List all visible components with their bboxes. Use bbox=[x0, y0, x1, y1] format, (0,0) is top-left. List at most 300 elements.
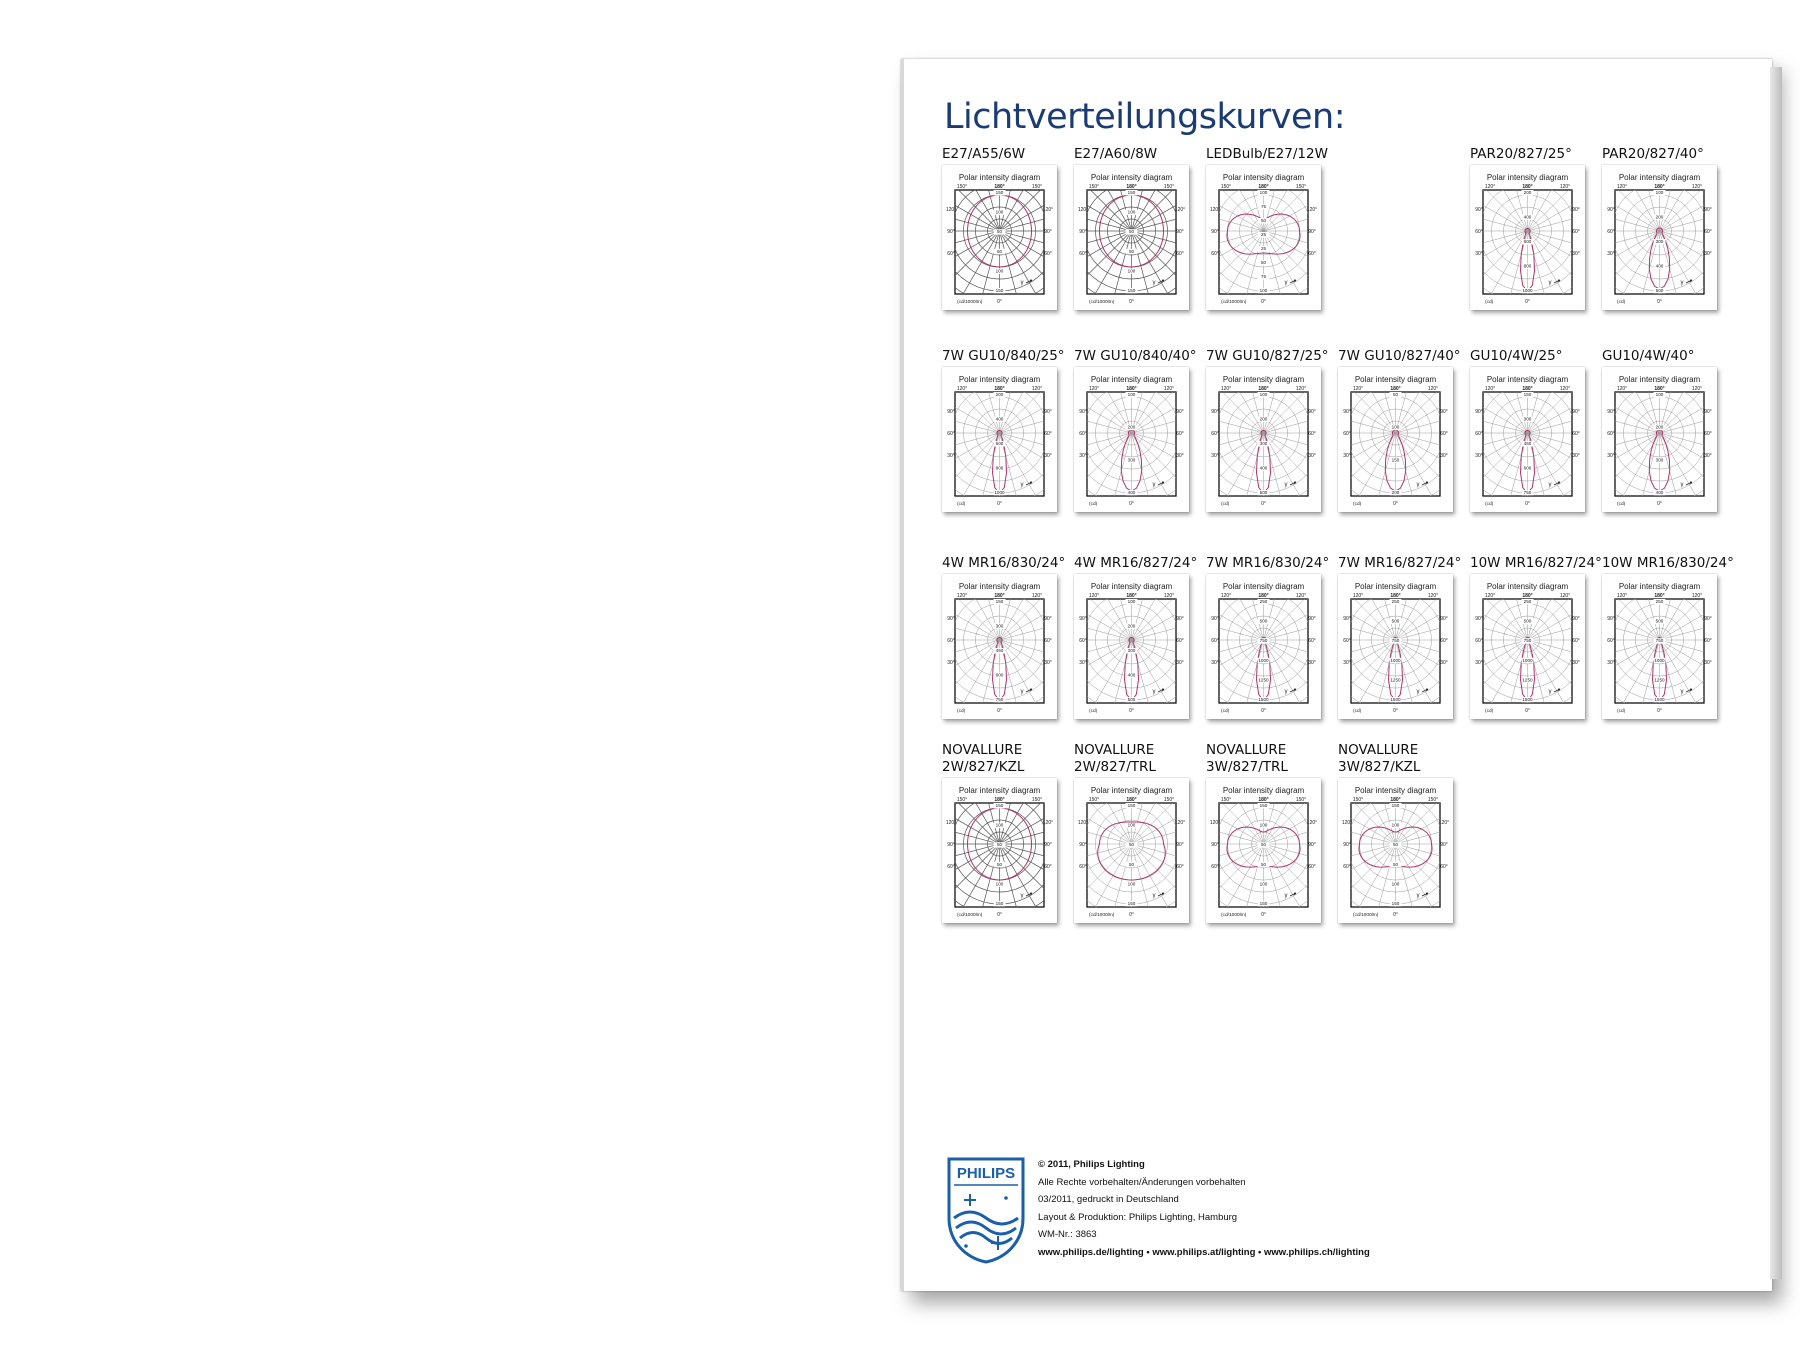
polar-intensity-diagram bbox=[942, 165, 1057, 310]
angle-label: 120° bbox=[1174, 207, 1186, 213]
ring-value-label: 750 bbox=[1523, 638, 1532, 644]
angle-label: 0° bbox=[997, 912, 1002, 918]
angle-label: 120° bbox=[1306, 207, 1318, 213]
diagram-header: Polar intensity diagram bbox=[1222, 173, 1305, 182]
angle-label: 60° bbox=[1704, 638, 1712, 644]
gamma-symbol: γ bbox=[1284, 280, 1288, 286]
angle-label: 90° bbox=[1308, 842, 1316, 848]
angle-label: 180° bbox=[1390, 386, 1401, 392]
ring-value-label: 100 bbox=[1127, 209, 1136, 215]
angle-label: 90° bbox=[1308, 616, 1316, 622]
angle-label: 180° bbox=[1126, 184, 1137, 190]
ring-value-label: 400 bbox=[1523, 214, 1532, 220]
unit-label: (cd) bbox=[1617, 709, 1626, 714]
website-links[interactable]: www.philips.de/lighting • www.philips.at/lighting • www.philips.ch/lighting bbox=[1038, 1246, 1370, 1258]
ring-value-label: 50 bbox=[996, 861, 1003, 867]
angle-label: 120° bbox=[1077, 207, 1089, 213]
polar-intensity-diagram bbox=[1074, 574, 1189, 719]
angle-label: 0° bbox=[997, 501, 1002, 507]
angle-label: 120° bbox=[1484, 184, 1496, 190]
angle-label: 60° bbox=[1044, 251, 1052, 257]
diagram-header: Polar intensity diagram bbox=[1090, 786, 1173, 795]
angle-label: 30° bbox=[1044, 453, 1052, 459]
ring-value-label: 750 bbox=[995, 697, 1004, 702]
ring-value-label: 300 bbox=[1655, 239, 1664, 244]
unit-label: (cd/1000lm) bbox=[1221, 913, 1247, 918]
diagram-header: Polar intensity diagram bbox=[1222, 786, 1305, 795]
angle-label: 150° bbox=[1031, 797, 1043, 803]
page-spine bbox=[901, 59, 904, 1291]
angle-label: 60° bbox=[1572, 638, 1580, 644]
ring-value-label: 100 bbox=[1391, 822, 1400, 828]
gamma-symbol: γ bbox=[1284, 689, 1288, 695]
angle-label: 90° bbox=[1607, 616, 1615, 622]
angle-label: 30° bbox=[1704, 251, 1712, 257]
angle-label: 60° bbox=[1607, 638, 1615, 644]
gamma-symbol: γ bbox=[1152, 482, 1156, 488]
ring-value-label: 50 bbox=[996, 248, 1003, 254]
angle-label: 90° bbox=[1440, 616, 1448, 622]
polar-intensity-diagram bbox=[942, 574, 1057, 719]
angle-label: 120° bbox=[1031, 593, 1043, 599]
angle-label: 90° bbox=[1044, 842, 1052, 848]
angle-label: 90° bbox=[1343, 409, 1351, 415]
angle-label: 120° bbox=[1042, 820, 1054, 826]
ring-value-label: 150 bbox=[1127, 901, 1136, 906]
angle-label: 30° bbox=[947, 453, 955, 459]
angle-label: 150° bbox=[1163, 184, 1175, 190]
angle-label: 30° bbox=[1044, 660, 1052, 666]
angle-label: 0° bbox=[997, 708, 1002, 714]
angle-label: 180° bbox=[1390, 593, 1401, 599]
angle-label: 30° bbox=[1607, 251, 1615, 257]
angle-label: 120° bbox=[1484, 593, 1496, 599]
ring-value-label: 1250 bbox=[1654, 677, 1665, 683]
angle-label: 150° bbox=[1031, 184, 1043, 190]
polar-diagram-svg bbox=[1470, 574, 1585, 719]
ring-value-label: 100 bbox=[1391, 424, 1400, 430]
polar-intensity-diagram bbox=[1602, 367, 1717, 512]
angle-label: 120° bbox=[1209, 820, 1221, 826]
angle-label: 120° bbox=[945, 820, 957, 826]
angle-label: 120° bbox=[1220, 593, 1232, 599]
angle-label: 0° bbox=[1393, 501, 1398, 507]
ring-value-label: 1250 bbox=[1390, 677, 1401, 683]
angle-label: 60° bbox=[1308, 864, 1316, 870]
angle-label: 120° bbox=[1088, 386, 1100, 392]
angle-label: 90° bbox=[1308, 409, 1316, 415]
angle-label: 60° bbox=[1079, 638, 1087, 644]
ring-value-label: 150 bbox=[1127, 803, 1136, 808]
ring-value-label: 1500 bbox=[1522, 697, 1533, 702]
ring-value-label: 1250 bbox=[1522, 677, 1533, 683]
product-label: 4W MR16/827/24° bbox=[1074, 555, 1198, 571]
angle-label: 60° bbox=[1343, 638, 1351, 644]
ring-value-label: 150 bbox=[995, 803, 1004, 808]
angle-label: 120° bbox=[1306, 820, 1318, 826]
angle-label: 60° bbox=[1211, 431, 1219, 437]
ring-value-label: 300 bbox=[1655, 457, 1664, 463]
ring-value-label: 150 bbox=[1391, 901, 1400, 906]
angle-label: 90° bbox=[1079, 842, 1087, 848]
diagram-header: Polar intensity diagram bbox=[1354, 786, 1437, 795]
rights-line: Alle Rechte vorbehalten/Änderungen vorbehalten bbox=[1038, 1176, 1246, 1188]
angle-label: 0° bbox=[1657, 299, 1662, 305]
angle-label: 90° bbox=[1572, 207, 1580, 213]
ring-value-label: 25 bbox=[1260, 232, 1267, 237]
angle-label: 30° bbox=[1572, 251, 1580, 257]
ring-value-label: 450 bbox=[995, 648, 1004, 653]
polar-diagram-svg bbox=[942, 778, 1057, 923]
angle-label: 30° bbox=[1308, 453, 1316, 459]
angle-label: 120° bbox=[1209, 207, 1221, 213]
angle-label: 120° bbox=[1042, 207, 1054, 213]
wm-number-line: WM-Nr.: 3863 bbox=[1038, 1229, 1097, 1240]
gamma-symbol: γ bbox=[1020, 689, 1024, 695]
unit-label: (cd) bbox=[1485, 300, 1494, 305]
unit-label: (cd/1000lm) bbox=[1089, 913, 1115, 918]
angle-label: 0° bbox=[1525, 501, 1530, 507]
angle-label: 180° bbox=[1126, 386, 1137, 392]
angle-label: 120° bbox=[1163, 593, 1175, 599]
polar-diagram-svg bbox=[1602, 367, 1717, 512]
angle-label: 120° bbox=[1691, 593, 1703, 599]
ring-value-label: 200 bbox=[1655, 214, 1664, 220]
ring-value-label: 400 bbox=[1655, 490, 1664, 495]
gamma-symbol: γ bbox=[1548, 280, 1552, 286]
angle-label: 150° bbox=[1088, 184, 1100, 190]
diagram-header: Polar intensity diagram bbox=[1222, 375, 1305, 384]
gamma-symbol: γ bbox=[1152, 689, 1156, 695]
ring-value-label: 600 bbox=[1523, 239, 1532, 244]
angle-label: 0° bbox=[1129, 708, 1134, 714]
angle-label: 0° bbox=[1129, 501, 1134, 507]
diagram-header: Polar intensity diagram bbox=[1090, 582, 1173, 591]
polar-intensity-diagram bbox=[1470, 367, 1585, 512]
product-label: LEDBulb/E27/12W bbox=[1206, 146, 1328, 162]
ring-value-label: 50 bbox=[1392, 861, 1399, 867]
ring-value-label: 200 bbox=[1655, 424, 1664, 430]
ring-value-label: 800 bbox=[995, 465, 1004, 471]
angle-label: 90° bbox=[1211, 229, 1219, 235]
ring-value-label: 150 bbox=[1127, 288, 1136, 293]
angle-label: 90° bbox=[1079, 616, 1087, 622]
ring-value-label: 50 bbox=[1392, 842, 1399, 848]
ring-value-label: 400 bbox=[1259, 465, 1268, 471]
product-label: 7W GU10/827/25° bbox=[1206, 348, 1329, 364]
diagram-header: Polar intensity diagram bbox=[1486, 375, 1569, 384]
angle-label: 0° bbox=[1525, 708, 1530, 714]
ring-value-label: 500 bbox=[1655, 288, 1664, 293]
polar-intensity-diagram bbox=[1602, 165, 1717, 310]
gamma-symbol: γ bbox=[1416, 482, 1420, 488]
ring-value-label: 100 bbox=[1127, 881, 1136, 887]
angle-label: 120° bbox=[1088, 593, 1100, 599]
ring-value-label: 450 bbox=[1523, 441, 1532, 446]
unit-label: (cd) bbox=[1353, 502, 1362, 507]
ring-value-label: 1000 bbox=[994, 490, 1005, 495]
angle-label: 120° bbox=[1352, 386, 1364, 392]
angle-label: 0° bbox=[1261, 708, 1266, 714]
angle-label: 60° bbox=[947, 864, 955, 870]
diagram-header: Polar intensity diagram bbox=[958, 375, 1041, 384]
angle-label: 90° bbox=[947, 409, 955, 415]
ring-value-label: 1500 bbox=[1390, 697, 1401, 702]
diagram-header: Polar intensity diagram bbox=[1486, 173, 1569, 182]
print-date-line: 03/2011, gedruckt in Deutschland bbox=[1038, 1194, 1179, 1205]
product-label: 10W MR16/827/24° bbox=[1470, 555, 1602, 571]
angle-label: 150° bbox=[1427, 797, 1439, 803]
polar-diagram-svg bbox=[1206, 165, 1321, 310]
angle-label: 90° bbox=[1440, 409, 1448, 415]
diagram-header: Polar intensity diagram bbox=[1618, 375, 1701, 384]
ring-value-label: 500 bbox=[1259, 618, 1268, 624]
ring-value-label: 250 bbox=[1391, 599, 1400, 604]
ring-value-label: 50 bbox=[1260, 842, 1267, 848]
angle-label: 30° bbox=[1475, 251, 1483, 257]
angle-label: 180° bbox=[1258, 184, 1269, 190]
polar-intensity-diagram bbox=[1470, 165, 1585, 310]
ring-value-label: 1000 bbox=[1654, 657, 1665, 663]
angle-label: 60° bbox=[1607, 431, 1615, 437]
ring-value-label: 100 bbox=[1127, 822, 1136, 828]
angle-label: 30° bbox=[1211, 453, 1219, 459]
polar-diagram-svg bbox=[1338, 778, 1453, 923]
unit-label: (cd/1000lm) bbox=[1221, 300, 1247, 305]
angle-label: 90° bbox=[1044, 229, 1052, 235]
ring-value-label: 100 bbox=[1127, 268, 1136, 274]
angle-label: 120° bbox=[1691, 386, 1703, 392]
ring-value-label: 100 bbox=[995, 881, 1004, 887]
gamma-symbol: γ bbox=[1152, 893, 1156, 899]
angle-label: 180° bbox=[1522, 386, 1533, 392]
ring-value-label: 1000 bbox=[1390, 657, 1401, 663]
ring-value-label: 1250 bbox=[1258, 677, 1269, 683]
angle-label: 180° bbox=[1126, 593, 1137, 599]
product-label: NOVALLURE 2W/827/TRL bbox=[1074, 742, 1156, 775]
angle-label: 120° bbox=[1352, 593, 1364, 599]
angle-label: 30° bbox=[1211, 660, 1219, 666]
angle-label: 60° bbox=[1475, 431, 1483, 437]
polar-intensity-diagram bbox=[1338, 778, 1453, 923]
angle-label: 120° bbox=[1559, 184, 1571, 190]
angle-label: 30° bbox=[1475, 660, 1483, 666]
angle-label: 90° bbox=[1176, 229, 1184, 235]
angle-label: 30° bbox=[1176, 660, 1184, 666]
polar-diagram-svg bbox=[1338, 367, 1453, 512]
angle-label: 90° bbox=[1475, 616, 1483, 622]
angle-label: 60° bbox=[947, 251, 955, 257]
polar-intensity-diagram bbox=[1338, 367, 1453, 512]
unit-label: (cd/1000lm) bbox=[1089, 300, 1115, 305]
angle-label: 180° bbox=[994, 184, 1005, 190]
diagram-header: Polar intensity diagram bbox=[1354, 582, 1437, 591]
angle-label: 30° bbox=[1079, 453, 1087, 459]
angle-label: 90° bbox=[1440, 842, 1448, 848]
ring-value-label: 200 bbox=[995, 392, 1004, 397]
polar-intensity-diagram bbox=[1602, 574, 1717, 719]
angle-label: 120° bbox=[1616, 593, 1628, 599]
ring-value-label: 100 bbox=[1127, 392, 1136, 397]
angle-label: 0° bbox=[1129, 299, 1134, 305]
polar-diagram-svg bbox=[1602, 165, 1717, 310]
product-label: PAR20/827/25° bbox=[1470, 146, 1572, 162]
angle-label: 60° bbox=[1572, 431, 1580, 437]
product-label: 7W MR16/830/24° bbox=[1206, 555, 1330, 571]
ring-value-label: 1500 bbox=[1258, 697, 1269, 702]
imprint bbox=[1038, 1156, 1438, 1261]
angle-label: 120° bbox=[1295, 593, 1307, 599]
angle-label: 150° bbox=[1163, 797, 1175, 803]
angle-label: 90° bbox=[1044, 409, 1052, 415]
product-label: NOVALLURE 3W/827/TRL bbox=[1206, 742, 1288, 775]
angle-label: 60° bbox=[947, 431, 955, 437]
gamma-symbol: γ bbox=[1680, 482, 1684, 488]
angle-label: 30° bbox=[1572, 660, 1580, 666]
polar-intensity-diagram bbox=[942, 367, 1057, 512]
polar-diagram-svg bbox=[1470, 367, 1585, 512]
polar-intensity-diagram bbox=[1074, 367, 1189, 512]
angle-label: 90° bbox=[1343, 842, 1351, 848]
angle-label: 180° bbox=[1390, 797, 1401, 803]
ring-value-label: 300 bbox=[1127, 457, 1136, 463]
angle-label: 120° bbox=[1077, 820, 1089, 826]
copyright-line: © 2011, Philips Lighting bbox=[1038, 1159, 1145, 1170]
angle-label: 90° bbox=[1176, 409, 1184, 415]
polar-diagram-svg bbox=[1338, 574, 1453, 719]
polar-diagram-svg bbox=[942, 574, 1057, 719]
angle-label: 120° bbox=[1031, 386, 1043, 392]
diagram-header: Polar intensity diagram bbox=[958, 786, 1041, 795]
polar-diagram-svg bbox=[1602, 574, 1717, 719]
product-label: 4W MR16/830/24° bbox=[942, 555, 1066, 571]
polar-intensity-diagram bbox=[1206, 574, 1321, 719]
angle-label: 90° bbox=[1079, 409, 1087, 415]
angle-label: 180° bbox=[1258, 593, 1269, 599]
gamma-symbol: γ bbox=[1020, 280, 1024, 286]
gamma-symbol: γ bbox=[1284, 482, 1288, 488]
unit-label: (cd/1000lm) bbox=[957, 913, 983, 918]
angle-label: 150° bbox=[1088, 797, 1100, 803]
brochure-back-page bbox=[901, 59, 1772, 1291]
angle-label: 60° bbox=[1343, 431, 1351, 437]
product-label: 7W GU10/840/40° bbox=[1074, 348, 1197, 364]
ring-value-label: 150 bbox=[995, 599, 1004, 604]
ring-value-label: 1000 bbox=[1258, 657, 1269, 663]
angle-label: 30° bbox=[1343, 453, 1351, 459]
angle-label: 30° bbox=[1440, 453, 1448, 459]
angle-label: 120° bbox=[1559, 386, 1571, 392]
angle-label: 0° bbox=[997, 299, 1002, 305]
angle-label: 120° bbox=[1616, 386, 1628, 392]
angle-label: 0° bbox=[1657, 708, 1662, 714]
angle-label: 30° bbox=[1079, 660, 1087, 666]
unit-label: (cd) bbox=[1485, 502, 1494, 507]
polar-intensity-diagram bbox=[1470, 574, 1585, 719]
ring-value-label: 600 bbox=[995, 672, 1004, 678]
ring-value-label: 150 bbox=[995, 288, 1004, 293]
ring-value-label: 75 bbox=[1260, 204, 1267, 209]
angle-label: 0° bbox=[1261, 299, 1266, 305]
angle-label: 180° bbox=[1522, 184, 1533, 190]
diagram-header: Polar intensity diagram bbox=[1222, 582, 1305, 591]
ring-value-label: 200 bbox=[1259, 416, 1268, 422]
angle-label: 180° bbox=[994, 797, 1005, 803]
angle-label: 60° bbox=[1308, 431, 1316, 437]
ring-value-label: 50 bbox=[1392, 392, 1399, 397]
ring-value-label: 100 bbox=[1259, 392, 1268, 397]
page-edge bbox=[1770, 67, 1782, 1279]
angle-label: 90° bbox=[1572, 616, 1580, 622]
ring-value-label: 200 bbox=[1391, 490, 1400, 495]
angle-label: 120° bbox=[1174, 820, 1186, 826]
philips-shield-logo[interactable] bbox=[946, 1156, 1026, 1264]
product-label: E27/A60/8W bbox=[1074, 146, 1158, 162]
ring-value-label: 25 bbox=[1260, 246, 1267, 251]
diagram-header: Polar intensity diagram bbox=[958, 173, 1041, 182]
angle-label: 90° bbox=[947, 229, 955, 235]
ring-value-label: 200 bbox=[1127, 623, 1136, 629]
angle-label: 60° bbox=[1572, 229, 1580, 235]
ring-value-label: 50 bbox=[1260, 218, 1267, 223]
unit-label: (cd) bbox=[1353, 709, 1362, 714]
angle-label: 60° bbox=[1440, 431, 1448, 437]
unit-label: (cd) bbox=[1617, 502, 1626, 507]
diagram-header: Polar intensity diagram bbox=[958, 582, 1041, 591]
angle-label: 180° bbox=[994, 593, 1005, 599]
gamma-symbol: γ bbox=[1020, 893, 1024, 899]
ring-value-label: 50 bbox=[1128, 842, 1135, 848]
angle-label: 0° bbox=[1129, 912, 1134, 918]
angle-label: 90° bbox=[1704, 409, 1712, 415]
product-label: 10W MR16/830/24° bbox=[1602, 555, 1734, 571]
angle-label: 120° bbox=[1220, 386, 1232, 392]
angle-label: 90° bbox=[1607, 207, 1615, 213]
angle-label: 60° bbox=[1704, 229, 1712, 235]
ring-value-label: 200 bbox=[1127, 424, 1136, 430]
polar-intensity-diagram bbox=[1206, 165, 1321, 310]
angle-label: 60° bbox=[1211, 638, 1219, 644]
angle-label: 60° bbox=[1607, 229, 1615, 235]
ring-value-label: 300 bbox=[1127, 648, 1136, 653]
angle-label: 180° bbox=[1258, 386, 1269, 392]
angle-label: 60° bbox=[1475, 638, 1483, 644]
product-label: 7W MR16/827/24° bbox=[1338, 555, 1462, 571]
ring-value-label: 800 bbox=[1523, 263, 1532, 269]
angle-label: 120° bbox=[956, 386, 968, 392]
polar-diagram-svg bbox=[942, 165, 1057, 310]
angle-label: 150° bbox=[1295, 184, 1307, 190]
svg-text:PHILIPS: PHILIPS bbox=[956, 1165, 1016, 1182]
ring-value-label: 50 bbox=[1128, 248, 1135, 254]
diagram-header: Polar intensity diagram bbox=[1354, 375, 1437, 384]
angle-label: 60° bbox=[1044, 638, 1052, 644]
angle-label: 150° bbox=[1295, 797, 1307, 803]
ring-value-label: 150 bbox=[1259, 803, 1268, 808]
unit-label: (cd) bbox=[1485, 709, 1494, 714]
ring-value-label: 100 bbox=[1391, 881, 1400, 887]
angle-label: 90° bbox=[1211, 842, 1219, 848]
unit-label: (cd) bbox=[1089, 502, 1098, 507]
product-label: 7W GU10/827/40° bbox=[1338, 348, 1461, 364]
ring-value-label: 300 bbox=[995, 623, 1004, 629]
angle-label: 60° bbox=[1176, 251, 1184, 257]
polar-intensity-diagram bbox=[1074, 778, 1189, 923]
angle-label: 30° bbox=[1607, 660, 1615, 666]
unit-label: (cd) bbox=[1221, 502, 1230, 507]
production-line: Layout & Produktion: Philips Lighting, Hamburg bbox=[1038, 1211, 1238, 1223]
angle-label: 120° bbox=[1427, 593, 1439, 599]
